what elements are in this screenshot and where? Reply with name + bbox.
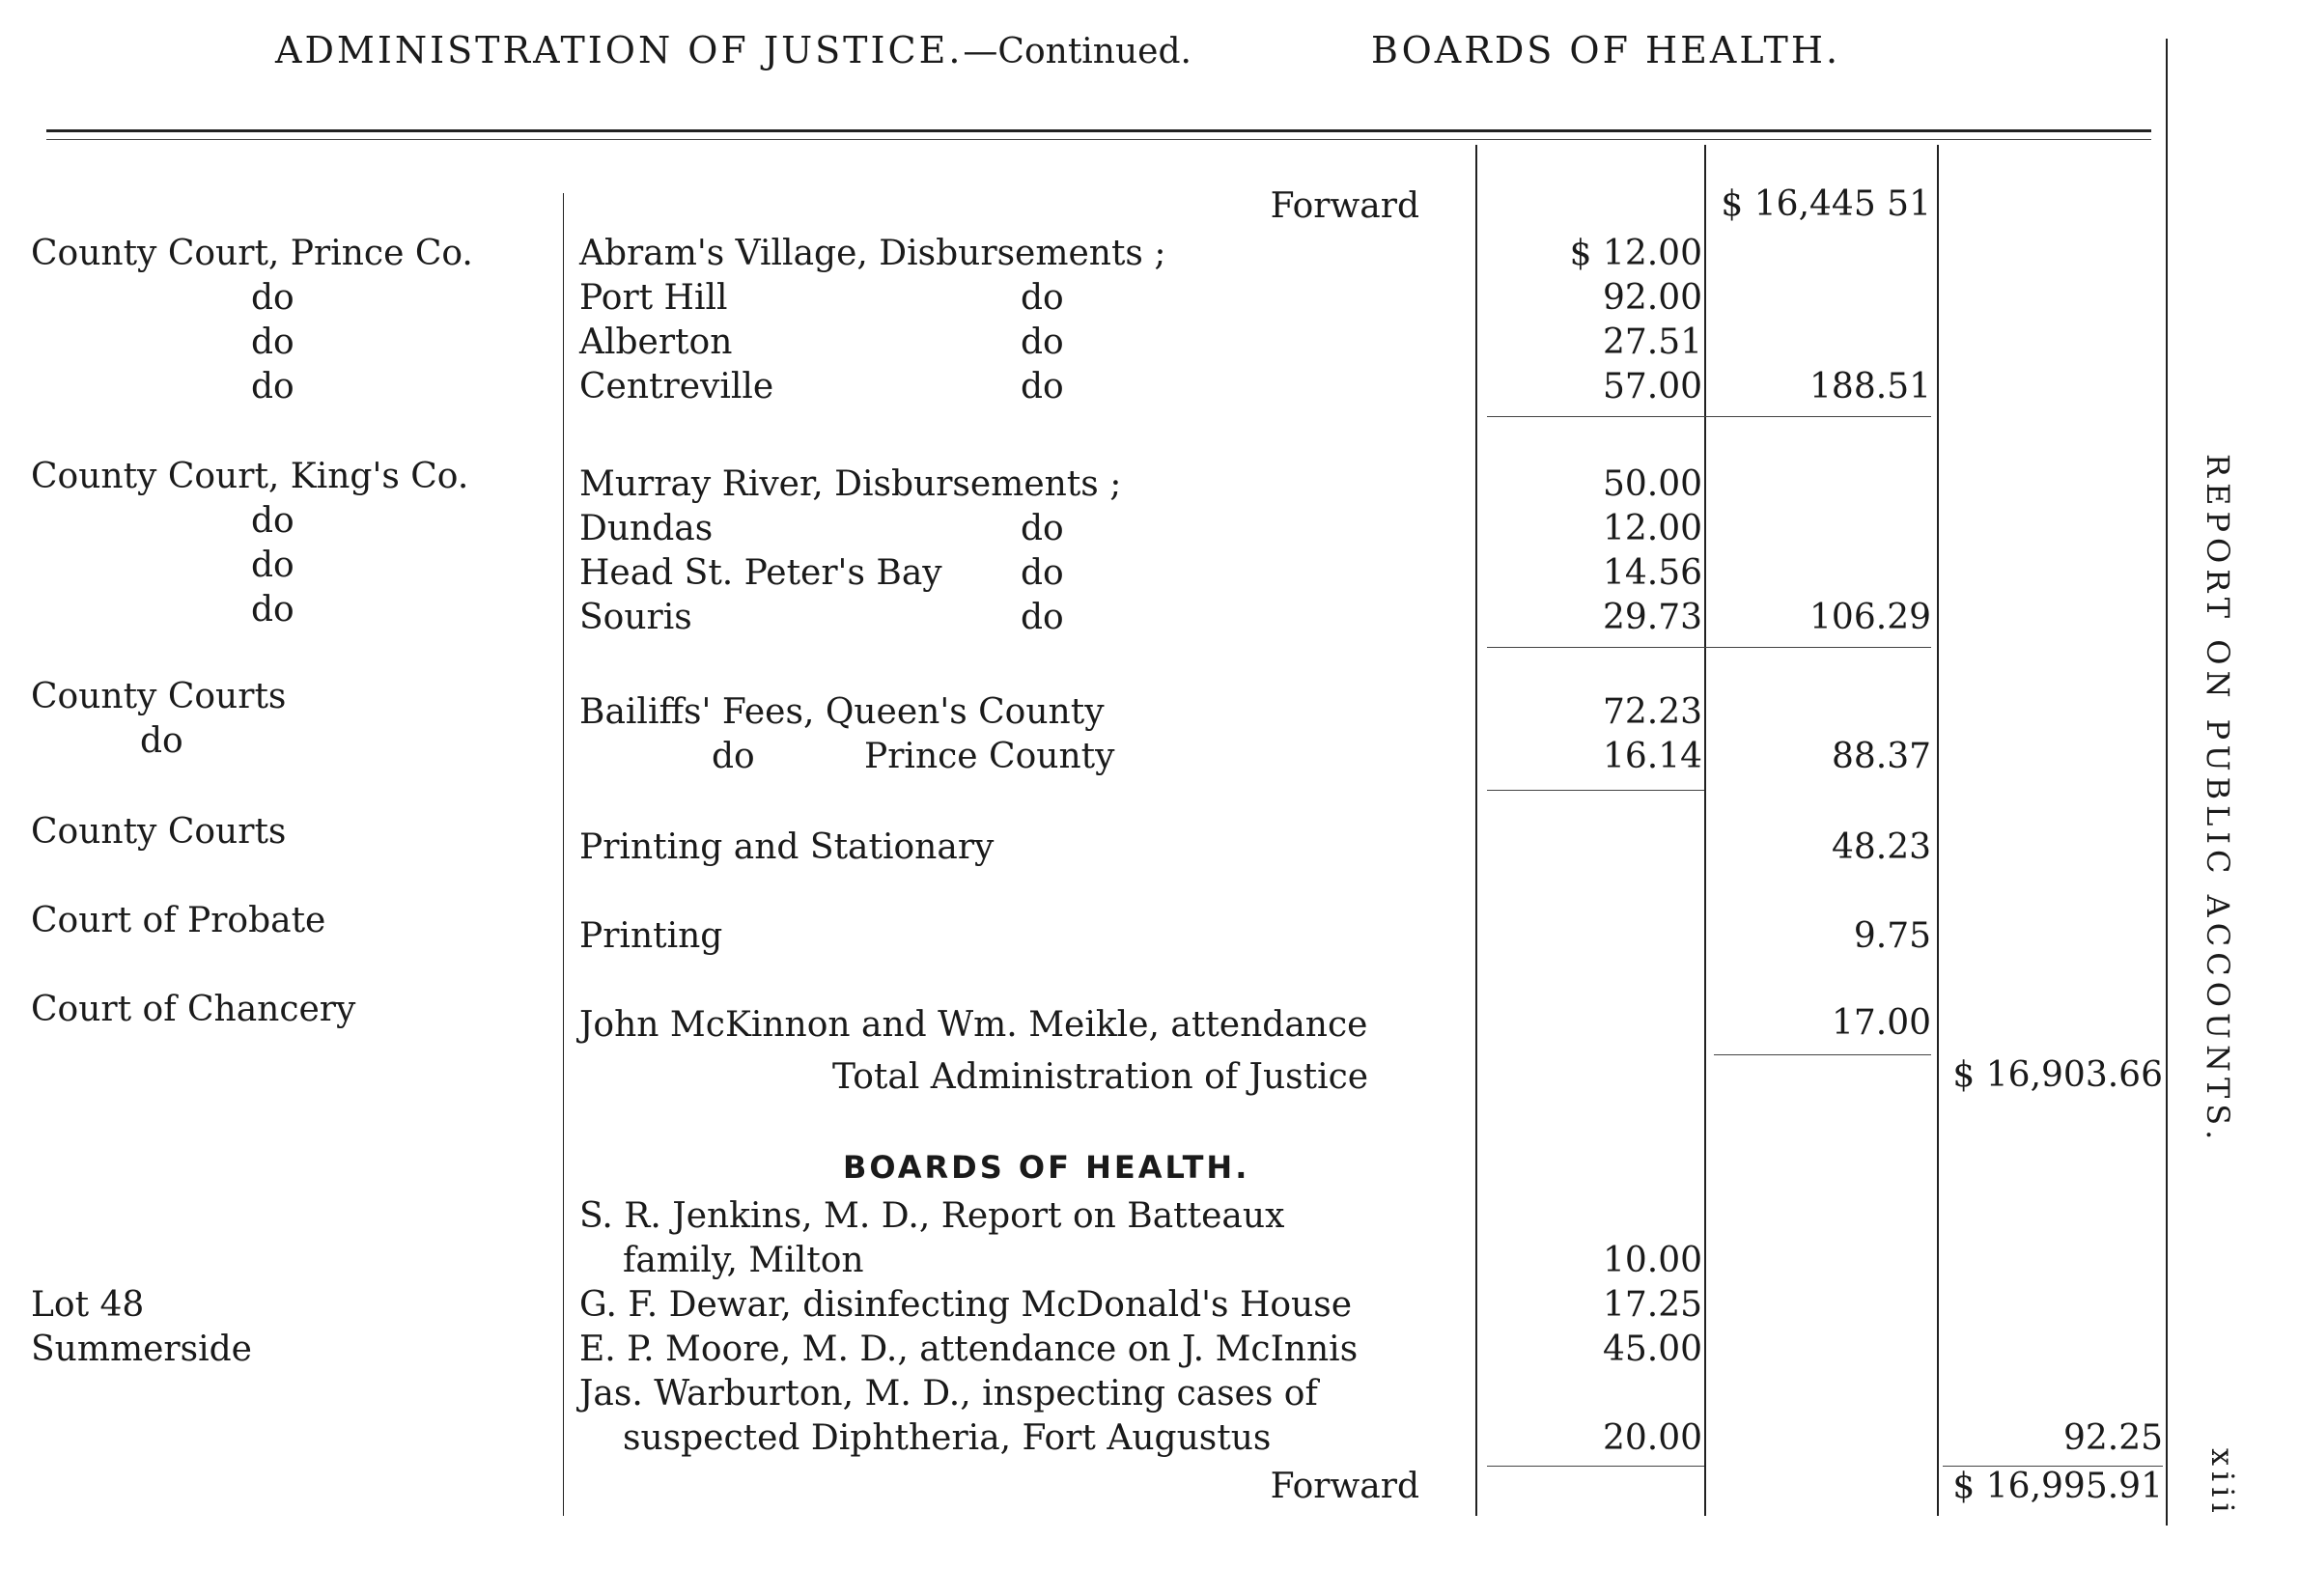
subtotal-amount: 9.75 (1853, 916, 1931, 956)
description: Abram's Village, Disbursements ; (579, 234, 1166, 273)
board-entry-desc: G. F. Dewar, disinfecting McDonald's House (579, 1285, 1352, 1325)
boards-item-rule (1487, 1466, 1704, 1467)
description-ditto: do (712, 737, 755, 776)
item-amount: 50.00 (1602, 464, 1702, 504)
description: Printing and Stationary (579, 827, 995, 867)
boards-total: 92.25 (2062, 1418, 2163, 1458)
subtotal-rule (1487, 416, 1931, 417)
page-number: xiii (2204, 1448, 2241, 1519)
forward-bottom-label: Forward (1270, 1467, 1419, 1506)
header-title: ADMINISTRATION OF JUSTICE. (275, 29, 964, 71)
item-amount: 57.00 (1602, 367, 1702, 406)
board-entry-desc: E. P. Moore, M. D., attendance on J. McInnis (579, 1330, 1359, 1369)
subtotal-rule (1487, 647, 1931, 648)
description: Dundas (579, 509, 714, 548)
header-rule-thick (46, 129, 2151, 132)
board-entry-desc-cont: family, Milton (623, 1241, 864, 1280)
subtotal-amount: 188.51 (1809, 367, 1931, 406)
board-entry-place: Summerside (31, 1330, 252, 1369)
subtotal-amount: 17.00 (1831, 1003, 1931, 1043)
item-amount: 12.00 (1602, 509, 1702, 548)
forward-top-amount: $ 16,445 51 (1721, 184, 1931, 224)
header-left (275, 29, 1192, 71)
board-entry-desc: S. R. Jenkins, M. D., Report on Batteaux (579, 1196, 1285, 1236)
board-entry-place: Lot 48 (31, 1285, 145, 1325)
item-amount: 72.23 (1602, 692, 1702, 732)
subtotal-rule (1714, 1054, 1931, 1055)
court-ditto: do (251, 501, 294, 541)
description: Murray River, Disbursements ; (579, 464, 1122, 504)
subtotal-amount: 88.37 (1831, 737, 1931, 776)
court-label: County Court, Prince Co. (31, 234, 473, 273)
forward-top-label: Forward (1270, 186, 1419, 226)
court-ditto: do (251, 546, 294, 585)
subtotal-amount: 106.29 (1809, 598, 1931, 637)
column-divider-3 (1704, 145, 1706, 1516)
board-entry-desc-cont: suspected Diphtheria, Fort Augustus (623, 1418, 1272, 1458)
ditto-mark: do (1021, 278, 1064, 318)
forward-bottom-amount: $ 16,995.91 (1952, 1467, 2163, 1506)
item-amount: $ 12.00 (1569, 234, 1702, 273)
header-right: BOARDS OF HEALTH. (1371, 29, 1841, 71)
court-label: Court of Probate (31, 901, 326, 940)
ditto-mark: do (1021, 509, 1064, 548)
item-amount: 16.14 (1602, 737, 1702, 776)
page-edge-line (2166, 39, 2168, 1526)
ditto-mark: do (1021, 598, 1064, 637)
item-amount: 14.56 (1602, 553, 1702, 593)
court-label: County Courts (31, 812, 287, 852)
court-label: Court of Chancery (31, 990, 356, 1029)
board-entry-amount: 10.00 (1602, 1241, 1702, 1280)
description: John McKinnon and Wm. Meikle, attendance (579, 1005, 1368, 1045)
description: Head St. Peter's Bay (579, 553, 942, 593)
item-amount: 27.51 (1602, 322, 1702, 362)
item-amount: 92.00 (1602, 278, 1702, 318)
court-label: County Courts (31, 677, 287, 716)
court-ditto: do (251, 322, 294, 362)
court-ditto: do (251, 590, 294, 630)
board-entry-amount: 20.00 (1602, 1418, 1702, 1458)
description: Bailiffs' Fees, Queen's County (579, 692, 1105, 732)
court-label: County Court, King's Co. (31, 457, 469, 496)
court-ditto: do (140, 721, 183, 761)
court-ditto: do (251, 278, 294, 318)
board-entry-amount: 45.00 (1602, 1330, 1702, 1369)
header-rule-thin (46, 139, 2151, 140)
description: Prince County (864, 737, 1115, 776)
subtotal-amount: 48.23 (1831, 827, 1931, 867)
boards-heading: BOARDS OF HEALTH. (843, 1149, 1250, 1186)
description: Centreville (579, 367, 774, 406)
description: Alberton (579, 322, 733, 362)
item-rule (1487, 790, 1704, 791)
description: Souris (579, 598, 692, 637)
description: Port Hill (579, 278, 728, 318)
court-ditto: do (251, 367, 294, 406)
column-divider-1 (563, 193, 564, 1516)
total-justice-label: Total Administration of Justice (832, 1057, 1369, 1097)
total-justice-amount: $ 16,903.66 (1952, 1055, 2163, 1095)
item-amount: 29.73 (1602, 598, 1702, 637)
side-title: REPORT ON PUBLIC ACCOUNTS. (2200, 454, 2236, 1146)
ditto-mark: do (1021, 322, 1064, 362)
board-entry-amount: 17.25 (1602, 1285, 1702, 1325)
description: Printing (579, 916, 723, 956)
board-entry-desc: Jas. Warburton, M. D., inspecting cases of (579, 1374, 1318, 1414)
ditto-mark: do (1021, 553, 1064, 593)
header-continued: —Continued. (963, 32, 1192, 71)
column-divider-4 (1937, 145, 1939, 1516)
ditto-mark: do (1021, 367, 1064, 406)
